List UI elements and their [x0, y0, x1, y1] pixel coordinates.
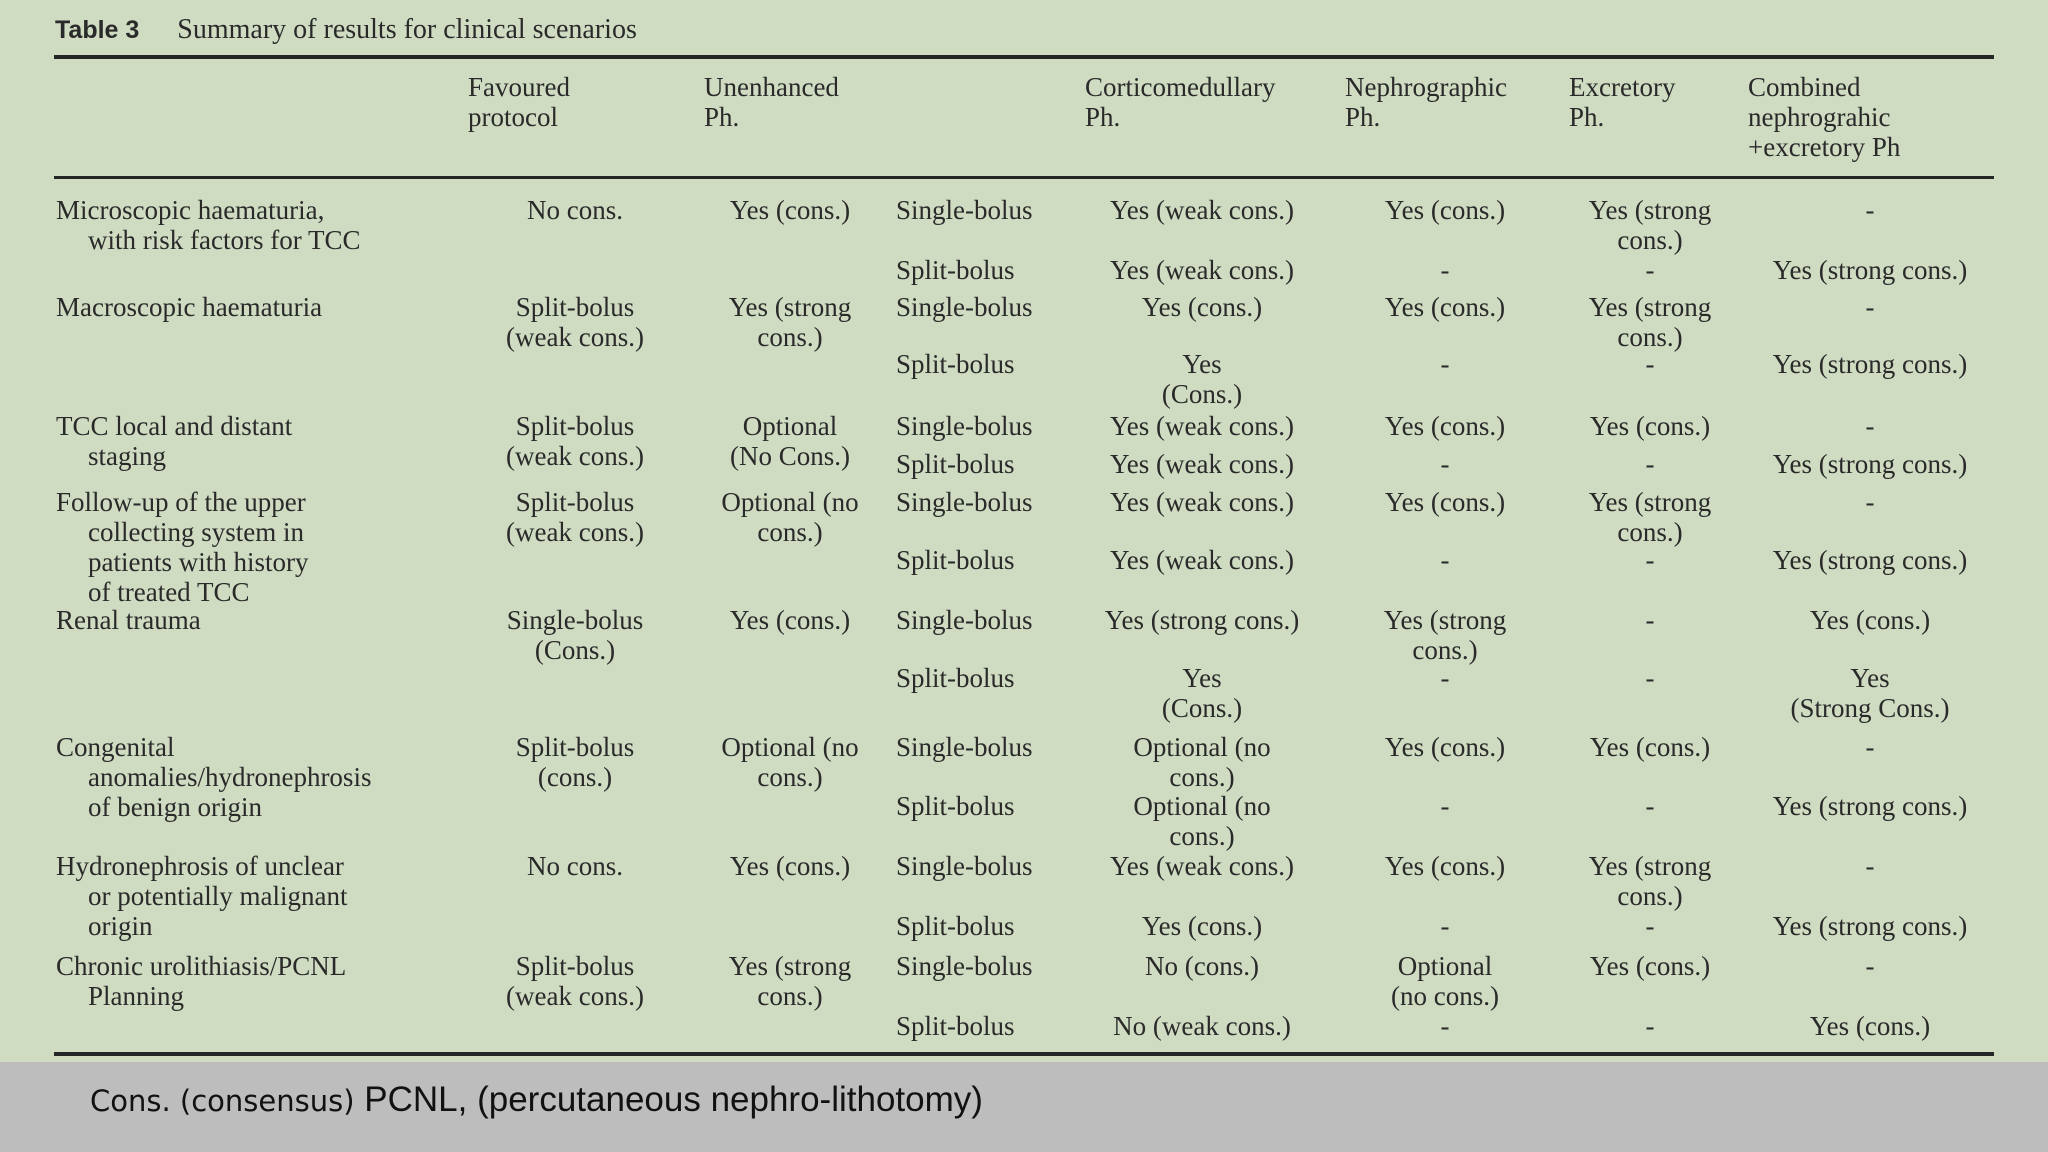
- split-cortico-5-line: cons.): [1169, 821, 1235, 851]
- footnote-consensus: Cons. (consensus): [90, 1084, 355, 1118]
- single-cortico-5-line: cons.): [1169, 762, 1235, 792]
- single-bolus-label-7: [896, 951, 1066, 981]
- single-bolus-label-1: [896, 292, 1066, 322]
- split-combined-3: [1745, 545, 1995, 575]
- single-excretory-6: [1555, 851, 1745, 911]
- protocol-4: [475, 605, 675, 665]
- single-combined-6: [1745, 851, 1995, 881]
- protocol-7-line: Split-bolus: [515, 951, 635, 981]
- split-bolus-label-5: [896, 791, 1066, 821]
- split-combined-4-line: (Strong Cons.): [1790, 693, 1950, 723]
- header-excretory: [1569, 72, 1759, 132]
- split-cortico-4: [1082, 663, 1322, 723]
- header-combined-line: nephrograhic: [1748, 102, 1891, 132]
- protocol-3-line: (weak cons.): [506, 517, 644, 547]
- scenario-4: [56, 605, 456, 635]
- single-nephro-2-line: Yes (cons.): [1384, 411, 1506, 441]
- single-excretory-5-line: Yes (cons.): [1589, 732, 1711, 762]
- single-bolus-label-4-line: Single-bolus: [896, 605, 1033, 635]
- split-excretory-1-line: -: [1645, 349, 1655, 379]
- single-excretory-4-line: -: [1645, 605, 1655, 635]
- split-bolus-label-6: [896, 911, 1066, 941]
- scenario-4-line: Renal trauma: [56, 605, 201, 635]
- single-cortico-0: [1082, 195, 1322, 225]
- split-cortico-2-line: Yes (weak cons.): [1110, 449, 1294, 479]
- split-combined-6: [1745, 911, 1995, 941]
- unenhanced-7-line: Yes (strong: [728, 951, 852, 981]
- split-cortico-7-line: No (weak cons.): [1113, 1011, 1291, 1041]
- header-rule: [54, 176, 1994, 179]
- single-bolus-label-5-line: Single-bolus: [896, 732, 1033, 762]
- single-excretory-1-line: Yes (strong: [1588, 292, 1712, 322]
- split-bolus-label-4: [896, 663, 1066, 693]
- single-bolus-label-6: [896, 851, 1066, 881]
- split-nephro-5-line: -: [1440, 791, 1450, 821]
- single-cortico-1: [1082, 292, 1322, 322]
- single-combined-1-line: -: [1865, 292, 1875, 322]
- split-excretory-4-line: -: [1645, 663, 1655, 693]
- unenhanced-2-line: (No Cons.): [730, 441, 850, 471]
- unenhanced-3: [700, 487, 880, 547]
- split-cortico-3-line: Yes (weak cons.): [1110, 545, 1294, 575]
- split-cortico-6-line: Yes (cons.): [1141, 911, 1263, 941]
- split-excretory-5-line: -: [1645, 791, 1655, 821]
- single-excretory-7: [1555, 951, 1745, 981]
- protocol-4-line: (Cons.): [534, 635, 616, 665]
- split-bolus-label-5-line: Split-bolus: [896, 791, 1015, 821]
- single-nephro-6: [1340, 851, 1550, 881]
- scenario-5-line: Congenital: [56, 732, 175, 762]
- single-nephro-0: [1340, 195, 1550, 225]
- protocol-2-line: (weak cons.): [506, 441, 644, 471]
- split-excretory-4: [1555, 663, 1745, 693]
- scenario-6-line: or potentially malignant: [88, 881, 348, 911]
- split-combined-4: [1745, 663, 1995, 723]
- unenhanced-3-line: Optional (no: [721, 487, 859, 517]
- split-bolus-label-1-line: Split-bolus: [896, 349, 1015, 379]
- protocol-1-line: (weak cons.): [506, 322, 644, 352]
- single-excretory-3-line: cons.): [1617, 517, 1683, 547]
- bottom-rule: [54, 1052, 1994, 1056]
- single-nephro-4-line: cons.): [1412, 635, 1478, 665]
- single-excretory-2-line: Yes (cons.): [1589, 411, 1711, 441]
- single-excretory-0-line: cons.): [1617, 225, 1683, 255]
- single-cortico-4: [1082, 605, 1322, 635]
- header-unenhanced-line: Ph.: [704, 102, 740, 132]
- split-combined-4-line: Yes: [1850, 663, 1890, 693]
- table-title: Summary of results for clinical scenarios: [177, 14, 637, 45]
- single-cortico-5-line: Optional (no: [1133, 732, 1271, 762]
- scenario-3-line: patients with history: [88, 547, 309, 577]
- split-bolus-label-2-line: Split-bolus: [896, 449, 1015, 479]
- split-excretory-0-line: -: [1645, 255, 1655, 285]
- unenhanced-5-line: cons.): [757, 762, 823, 792]
- header-cortico: [1085, 72, 1325, 132]
- single-excretory-4: [1555, 605, 1745, 635]
- header-cortico-line: Ph.: [1085, 102, 1121, 132]
- split-nephro-0: [1340, 255, 1550, 285]
- scenario-6: [56, 851, 456, 941]
- split-cortico-4-line: Yes: [1182, 663, 1222, 693]
- scenario-1: [56, 292, 456, 322]
- protocol-1: [475, 292, 675, 352]
- split-cortico-7: [1082, 1011, 1322, 1041]
- split-cortico-6: [1082, 911, 1322, 941]
- split-cortico-5-line: Optional (no: [1133, 791, 1271, 821]
- unenhanced-5: [700, 732, 880, 792]
- unenhanced-1: [700, 292, 880, 352]
- single-combined-2-line: -: [1865, 411, 1875, 441]
- single-cortico-7: [1082, 951, 1322, 981]
- split-cortico-3: [1082, 545, 1322, 575]
- single-combined-1: [1745, 292, 1995, 322]
- unenhanced-6-line: Yes (cons.): [729, 851, 851, 881]
- split-bolus-label-0: [896, 255, 1066, 285]
- split-nephro-3: [1340, 545, 1550, 575]
- scenario-2-line: TCC local and distant: [56, 411, 293, 441]
- protocol-3-line: Split-bolus: [515, 487, 635, 517]
- single-combined-0-line: -: [1865, 195, 1875, 225]
- scenario-0-line: Microscopic haematuria,: [56, 195, 325, 225]
- single-bolus-label-1-line: Single-bolus: [896, 292, 1033, 322]
- protocol-2-line: Split-bolus: [515, 411, 635, 441]
- header-nephro-line: Nephrographic: [1345, 72, 1507, 102]
- split-bolus-label-3-line: Split-bolus: [896, 545, 1015, 575]
- single-excretory-3: [1555, 487, 1745, 547]
- single-nephro-2: [1340, 411, 1550, 441]
- header-nephro: [1345, 72, 1555, 132]
- scenario-0-line: with risk factors for TCC: [88, 225, 361, 255]
- unenhanced-6: [700, 851, 880, 881]
- split-excretory-6: [1555, 911, 1745, 941]
- single-nephro-0-line: Yes (cons.): [1384, 195, 1506, 225]
- split-cortico-0: [1082, 255, 1322, 285]
- header-excretory-line: Excretory: [1569, 72, 1676, 102]
- single-excretory-6-line: cons.): [1617, 881, 1683, 911]
- unenhanced-4: [700, 605, 880, 635]
- single-nephro-7-line: (no cons.): [1391, 981, 1499, 1011]
- split-nephro-0-line: -: [1440, 255, 1450, 285]
- unenhanced-1-line: Yes (strong: [728, 292, 852, 322]
- split-bolus-label-4-line: Split-bolus: [896, 663, 1015, 693]
- header-protocol: [468, 72, 668, 132]
- scenario-3-line: Follow-up of the upper: [56, 487, 306, 517]
- table-label: Table 3: [55, 16, 140, 44]
- single-combined-3: [1745, 487, 1995, 517]
- protocol-5: [475, 732, 675, 792]
- single-excretory-1: [1555, 292, 1745, 352]
- split-combined-2: [1745, 449, 1995, 479]
- split-nephro-7-line: -: [1440, 1011, 1450, 1041]
- single-nephro-1-line: Yes (cons.): [1384, 292, 1506, 322]
- split-combined-6-line: Yes (strong cons.): [1772, 911, 1968, 941]
- unenhanced-7-line: cons.): [757, 981, 823, 1011]
- split-combined-0-line: Yes (strong cons.): [1772, 255, 1968, 285]
- single-excretory-0: [1555, 195, 1745, 255]
- unenhanced-0: [700, 195, 880, 225]
- single-bolus-label-7-line: Single-bolus: [896, 951, 1033, 981]
- single-bolus-label-5: [896, 732, 1066, 762]
- split-nephro-6-line: -: [1440, 911, 1450, 941]
- single-combined-0: [1745, 195, 1995, 225]
- single-cortico-6-line: Yes (weak cons.): [1110, 851, 1294, 881]
- scenario-0: [56, 195, 456, 255]
- single-excretory-1-line: cons.): [1617, 322, 1683, 352]
- scenario-3: [56, 487, 456, 607]
- unenhanced-3-line: cons.): [757, 517, 823, 547]
- single-bolus-label-3: [896, 487, 1066, 517]
- scenario-6-line: Hydronephrosis of unclear: [56, 851, 344, 881]
- scenario-2: [56, 411, 456, 471]
- single-nephro-4: [1340, 605, 1550, 665]
- single-combined-6-line: -: [1865, 851, 1875, 881]
- single-bolus-label-0: [896, 195, 1066, 225]
- single-combined-3-line: -: [1865, 487, 1875, 517]
- footnote: [90, 1080, 983, 1120]
- split-nephro-5: [1340, 791, 1550, 821]
- split-bolus-label-7: [896, 1011, 1066, 1041]
- single-nephro-3-line: Yes (cons.): [1384, 487, 1506, 517]
- single-combined-7: [1745, 951, 1995, 981]
- single-excretory-6-line: Yes (strong: [1588, 851, 1712, 881]
- split-cortico-1-line: Yes: [1182, 349, 1222, 379]
- single-excretory-7-line: Yes (cons.): [1589, 951, 1711, 981]
- footer-bar: [0, 1062, 2048, 1152]
- split-excretory-1: [1555, 349, 1745, 379]
- protocol-7-line: (weak cons.): [506, 981, 644, 1011]
- split-excretory-0: [1555, 255, 1745, 285]
- split-bolus-label-0-line: Split-bolus: [896, 255, 1015, 285]
- protocol-6-line: No cons.: [527, 851, 623, 881]
- single-excretory-0-line: Yes (strong: [1588, 195, 1712, 225]
- split-combined-7: [1745, 1011, 1995, 1041]
- single-cortico-5: [1082, 732, 1322, 792]
- single-bolus-label-3-line: Single-bolus: [896, 487, 1033, 517]
- header-unenhanced: [704, 72, 884, 132]
- split-nephro-7: [1340, 1011, 1550, 1041]
- split-excretory-2: [1555, 449, 1745, 479]
- single-cortico-4-line: Yes (strong cons.): [1104, 605, 1300, 635]
- protocol-3: [475, 487, 675, 547]
- split-cortico-1-line: (Cons.): [1161, 379, 1243, 409]
- protocol-4-line: Single-bolus: [506, 605, 644, 635]
- unenhanced-2-line: Optional: [742, 411, 838, 441]
- top-rule: [54, 55, 1994, 59]
- footnote-pcnl: PCNL, (percutaneous nephro-lithotomy): [354, 1080, 983, 1119]
- split-excretory-7-line: -: [1645, 1011, 1655, 1041]
- split-bolus-label-2: [896, 449, 1066, 479]
- split-combined-2-line: Yes (strong cons.): [1772, 449, 1968, 479]
- scenario-6-line: origin: [88, 911, 153, 941]
- unenhanced-2: [700, 411, 880, 471]
- header-protocol-line: protocol: [468, 102, 558, 132]
- split-nephro-2-line: -: [1440, 449, 1450, 479]
- single-excretory-5: [1555, 732, 1745, 762]
- header-protocol-line: Favoured: [468, 72, 570, 102]
- header-combined: [1748, 72, 1998, 162]
- single-bolus-label-2-line: Single-bolus: [896, 411, 1033, 441]
- single-excretory-2: [1555, 411, 1745, 441]
- scenario-5: [56, 732, 456, 822]
- single-nephro-3: [1340, 487, 1550, 517]
- protocol-2: [475, 411, 675, 471]
- split-combined-0: [1745, 255, 1995, 285]
- split-nephro-1-line: -: [1440, 349, 1450, 379]
- header-unenhanced-line: Unenhanced: [704, 72, 839, 102]
- scenario-5-line: of benign origin: [88, 792, 262, 822]
- split-excretory-2-line: -: [1645, 449, 1655, 479]
- single-cortico-3: [1082, 487, 1322, 517]
- unenhanced-7: [700, 951, 880, 1011]
- split-cortico-4-line: (Cons.): [1161, 693, 1243, 723]
- split-nephro-4: [1340, 663, 1550, 693]
- split-excretory-3-line: -: [1645, 545, 1655, 575]
- single-combined-7-line: -: [1865, 951, 1875, 981]
- single-combined-5: [1745, 732, 1995, 762]
- protocol-0-line: No cons.: [527, 195, 623, 225]
- scenario-3-line: collecting system in: [88, 517, 304, 547]
- single-excretory-3-line: Yes (strong: [1588, 487, 1712, 517]
- split-bolus-label-7-line: Split-bolus: [896, 1011, 1015, 1041]
- split-combined-7-line: Yes (cons.): [1809, 1011, 1931, 1041]
- split-bolus-label-6-line: Split-bolus: [896, 911, 1015, 941]
- split-bolus-label-3: [896, 545, 1066, 575]
- split-nephro-4-line: -: [1440, 663, 1450, 693]
- header-cortico-line: Corticomedullary: [1085, 72, 1276, 102]
- unenhanced-1-line: cons.): [757, 322, 823, 352]
- protocol-7: [475, 951, 675, 1011]
- single-cortico-3-line: Yes (weak cons.): [1110, 487, 1294, 517]
- header-combined-line: +excretory Ph: [1748, 132, 1901, 162]
- header-combined-line: Combined: [1748, 72, 1861, 102]
- split-combined-5: [1745, 791, 1995, 821]
- header-excretory-line: Ph.: [1569, 102, 1605, 132]
- single-bolus-label-0-line: Single-bolus: [896, 195, 1033, 225]
- unenhanced-0-line: Yes (cons.): [729, 195, 851, 225]
- single-nephro-7-line: Optional: [1397, 951, 1493, 981]
- single-cortico-6: [1082, 851, 1322, 881]
- split-combined-3-line: Yes (strong cons.): [1772, 545, 1968, 575]
- single-combined-5-line: -: [1865, 732, 1875, 762]
- split-cortico-0-line: Yes (weak cons.): [1110, 255, 1294, 285]
- single-cortico-1-line: Yes (cons.): [1141, 292, 1263, 322]
- unenhanced-4-line: Yes (cons.): [729, 605, 851, 635]
- split-nephro-3-line: -: [1440, 545, 1450, 575]
- split-excretory-7: [1555, 1011, 1745, 1041]
- single-bolus-label-2: [896, 411, 1066, 441]
- single-nephro-5: [1340, 732, 1550, 762]
- single-cortico-7-line: No (cons.): [1145, 951, 1259, 981]
- scenario-2-line: staging: [88, 441, 166, 471]
- split-cortico-5: [1082, 791, 1322, 851]
- protocol-0: [475, 195, 675, 225]
- single-nephro-1: [1340, 292, 1550, 322]
- single-combined-4-line: Yes (cons.): [1809, 605, 1931, 635]
- unenhanced-5-line: Optional (no: [721, 732, 859, 762]
- single-nephro-5-line: Yes (cons.): [1384, 732, 1506, 762]
- split-excretory-6-line: -: [1645, 911, 1655, 941]
- split-excretory-5: [1555, 791, 1745, 821]
- split-combined-1: [1745, 349, 1995, 379]
- single-combined-4: [1745, 605, 1995, 635]
- scenario-1-line: Macroscopic haematuria: [56, 292, 323, 322]
- split-combined-1-line: Yes (strong cons.): [1772, 349, 1968, 379]
- split-nephro-6: [1340, 911, 1550, 941]
- split-nephro-2: [1340, 449, 1550, 479]
- single-bolus-label-6-line: Single-bolus: [896, 851, 1033, 881]
- single-cortico-0-line: Yes (weak cons.): [1110, 195, 1294, 225]
- single-bolus-label-4: [896, 605, 1066, 635]
- single-nephro-6-line: Yes (cons.): [1384, 851, 1506, 881]
- split-excretory-3: [1555, 545, 1745, 575]
- protocol-5-line: Split-bolus: [515, 732, 635, 762]
- scenario-7: [56, 951, 456, 1011]
- single-cortico-2-line: Yes (weak cons.): [1110, 411, 1294, 441]
- scenario-7-line: Chronic urolithiasis/PCNL: [56, 951, 347, 981]
- scenario-5-line: anomalies/hydronephrosis: [88, 762, 372, 792]
- scenario-7-line: Planning: [88, 981, 185, 1011]
- protocol-6: [475, 851, 675, 881]
- single-combined-2: [1745, 411, 1995, 441]
- split-bolus-label-1: [896, 349, 1066, 379]
- single-cortico-2: [1082, 411, 1322, 441]
- single-nephro-7: [1340, 951, 1550, 1011]
- split-cortico-2: [1082, 449, 1322, 479]
- split-nephro-1: [1340, 349, 1550, 379]
- split-combined-5-line: Yes (strong cons.): [1772, 791, 1968, 821]
- single-nephro-4-line: Yes (strong: [1383, 605, 1507, 635]
- table-caption: [55, 14, 637, 46]
- protocol-5-line: (cons.): [537, 762, 613, 792]
- header-nephro-line: Ph.: [1345, 102, 1381, 132]
- split-cortico-1: [1082, 349, 1322, 409]
- protocol-1-line: Split-bolus: [515, 292, 635, 322]
- scenario-3-line: of treated TCC: [88, 577, 250, 607]
